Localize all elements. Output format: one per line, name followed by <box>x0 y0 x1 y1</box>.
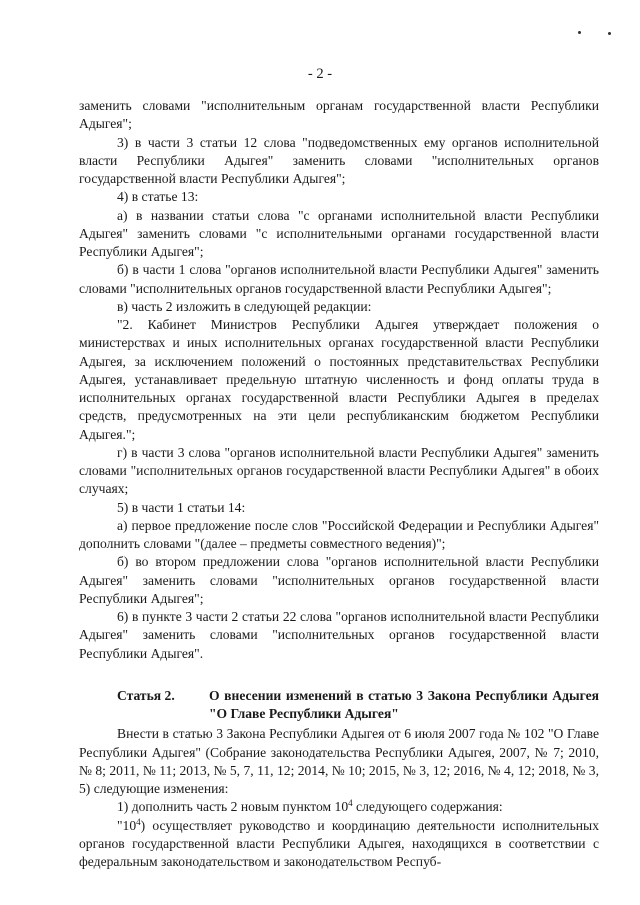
item-text: "10 <box>117 817 137 833</box>
paragraph: в) часть 2 изложить в следующей редакции: <box>117 298 372 314</box>
item-text: 1) дополнить часть 2 новым пунктом 10 <box>117 799 349 815</box>
paragraph: заменить словами "исполнительным органам государственной власти Республики Адыгея"; <box>79 98 599 132</box>
article-item-2 <box>79 817 599 872</box>
paragraph: 4) в статье 13: <box>117 189 199 205</box>
article-intro: Внести в статью 3 Закона Республики Адыгея от 6 июля 2007 года № 102 "О Главе Республики Адыгея" (Собрание законодательства Республики Адыгея, 2007, № 7; 2010, № 8; 2011, № 11; 2013, № 5, 7, 11, 12; 2014, № 10; 2015, № 3, 12; 2016, № 4, 12; 2018, № 3, 5) следующие изменения: <box>79 726 599 796</box>
paragraph: "2. Кабинет Министров Республики Адыгея утверждает положения о министерствах и иных исполнительных органах государственной власти Республики Адыгея, за исключением положений о постоянных представительствах Республики Адыгея, устанавливает предельную штатную численность и фонд оплаты труда в исполнительных органах государственной власти Республики Адыгея в пределах средств, предусмотренных на эти цели республиканским бюджетом Республики Адыгея."; <box>79 317 599 442</box>
paragraph: а) первое предложение после слов "Российской Федерации и Республики Адыгея" дополнить словами "(далее – предметы совместного ведения)"; <box>79 517 599 551</box>
document-body <box>79 97 599 871</box>
article-heading <box>79 687 599 724</box>
paragraph: б) в части 1 слова "органов исполнительной власти Республики Адыгея" заменить словами "исполнительных органов государственной власти Республики Адыгея"; <box>79 262 599 296</box>
paragraph: г) в части 3 слова "органов исполнительной власти Республики Адыгея" заменить словами "исполнительных органов государственной власти Республики Адыгея" в обоих случаях; <box>79 444 599 497</box>
scan-speck <box>578 31 581 34</box>
paragraph: а) в названии статьи слова "с органами исполнительной власти Республики Адыгея" заменить словами "с исполнительными органами государственной власти Республики Адыгея"; <box>79 207 599 259</box>
page-number: - 2 - <box>307 66 333 82</box>
paragraph: 3) в части 3 статьи 12 слова "подведомственных ему органов исполнительной власти Республики Адыгея" заменить словами "исполнительных органов государственной власти Республики Адыгея"; <box>79 134 599 186</box>
superscript: 4 <box>136 816 141 827</box>
item-text: следующего содержания: <box>352 799 503 815</box>
article-label: Статья 2. <box>117 687 175 703</box>
article-title: О внесении изменений в статью 3 Закона Республики Адыгея "О Главе Республики Адыгея" <box>209 687 599 721</box>
article-item-1 <box>79 798 599 816</box>
paragraph: 6) в пункте 3 части 2 статьи 22 слова "органов исполнительной власти Республики Адыгея" заменить словами "исполнительных органов государственной власти Республики Адыгея". <box>79 609 599 661</box>
paragraph: 5) в части 1 статьи 14: <box>117 499 246 515</box>
paragraph: б) во втором предложении слова "органов исполнительной власти Республики Адыгея" заменить словами "исполнительных органов государственной власти Республики Адыгея"; <box>79 554 599 606</box>
superscript: 4 <box>348 798 353 809</box>
scan-speck <box>608 32 611 35</box>
item-text: ) осуществляет руководство и координацию деятельности исполнительных органов государственной власти Республики Адыгея, находящихся в соответствии с федеральным законодательством и законодательством Респуб- <box>79 817 599 869</box>
